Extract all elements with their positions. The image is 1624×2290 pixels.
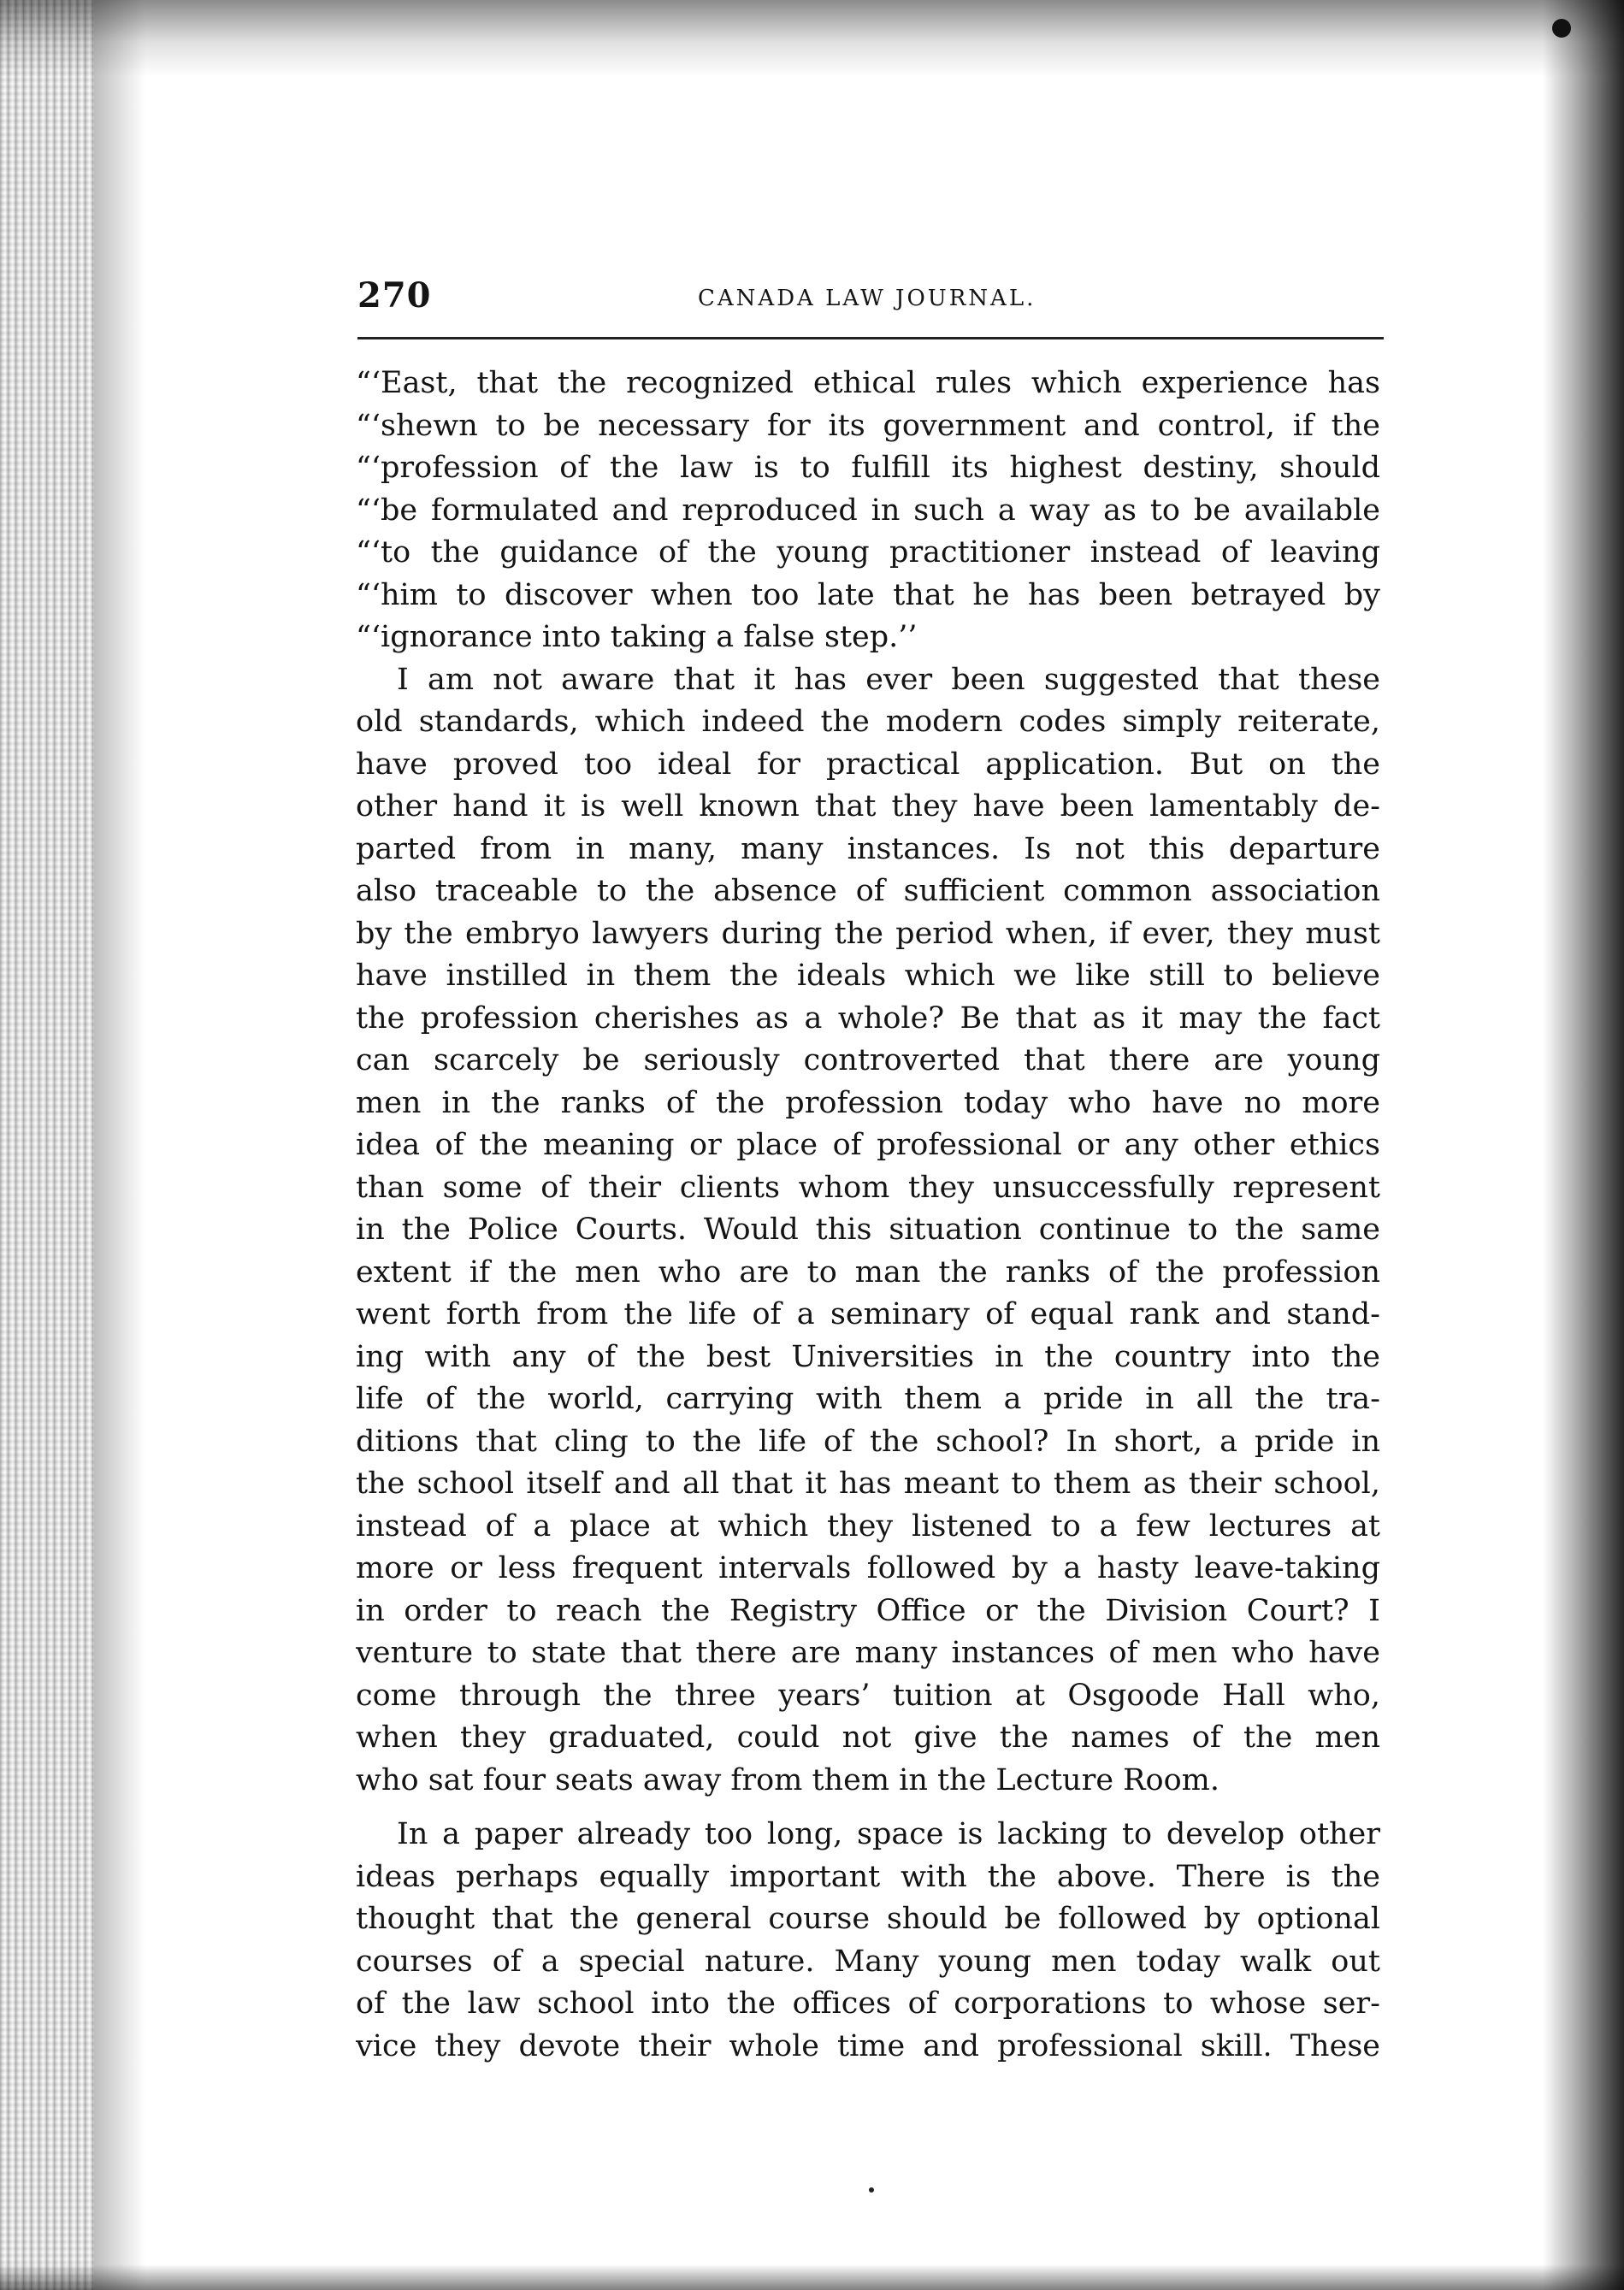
text-line: “‘him to discover when too late that he has been betrayed by — [356, 577, 1380, 612]
text-line: also traceable to the absence of sufficient common association — [356, 874, 1380, 908]
scan-edge-shadow — [94, 0, 145, 2290]
text-line: than some of their clients whom they unsuccessfully represent — [356, 1170, 1380, 1205]
header-rule — [357, 337, 1384, 339]
scan-edge-left — [0, 0, 94, 2290]
text-line: other hand it is well known that they have been lamentably de- — [356, 789, 1380, 823]
page-number: 270 — [357, 275, 432, 316]
text-line: “‘to the guidance of the young practitioner instead of leaving — [356, 535, 1380, 570]
text-line: In a paper already too long, space is lacking to develop other — [397, 1817, 1380, 1851]
text-line: the school itself and all that it has meant to them as their school, — [356, 1467, 1380, 1501]
text-line: by the embryo lawyers during the period when, if ever, they must — [356, 916, 1380, 951]
text-line: life of the world, carrying with them a pride in all the tra- — [356, 1382, 1380, 1416]
text-line: “‘ignorance into taking a false step.’’ — [356, 620, 918, 654]
text-line: come through the three years’ tuition at Osgoode Hall who, — [356, 1678, 1380, 1713]
text-line: courses of a special nature. Many young men today walk out — [356, 1944, 1380, 1979]
text-line: parted from in many, many instances. Is not this departure — [356, 831, 1380, 866]
article-body — [356, 363, 1380, 2068]
text-line: ideas perhaps equally important with the above. There is the — [356, 1859, 1380, 1894]
text-line: of the law school into the offices of corporations to whose ser- — [356, 1986, 1380, 2021]
text-line: have proved too ideal for practical application. But on the — [356, 747, 1380, 782]
text-line: thought that the general course should be followed by optional — [356, 1902, 1380, 1936]
text-line: “‘shewn to be necessary for its government and control, if the — [356, 408, 1380, 443]
paragraph-quotation — [356, 363, 1380, 659]
text-line: more or less frequent intervals followed by a hasty leave-taking — [356, 1551, 1380, 1585]
text-line: can scarcely be seriously controverted that there are young — [356, 1043, 1380, 1077]
scan-speck — [869, 2187, 874, 2193]
scan-edge-top — [0, 0, 1624, 77]
paragraph-body — [356, 659, 1380, 1803]
scan-edge-bottom — [0, 2264, 1624, 2290]
text-line: I am not aware that it has ever been suggested that these — [397, 662, 1380, 697]
text-line: in order to reach the Registry Office or the Division Court? I — [356, 1593, 1380, 1628]
text-line: venture to state that there are many instances of men who have — [356, 1636, 1380, 1670]
page-header — [357, 275, 1384, 327]
running-title: CANADA LAW JOURNAL. — [698, 286, 1036, 311]
text-line: ing with any of the best Universities in the country into the — [356, 1339, 1380, 1374]
scan-corner-mark — [1552, 19, 1571, 38]
text-line: old standards, which indeed the modern codes simply reiterate, — [356, 705, 1380, 739]
text-line: “‘profession of the law is to fulfill its highest destiny, should — [356, 451, 1380, 485]
text-line: vice they devote their whole time and professional skill. These — [356, 2028, 1380, 2063]
paragraph-body — [356, 1814, 1380, 2068]
text-line: in the Police Courts. Would this situation continue to the same — [356, 1213, 1380, 1247]
text-line: “‘be formulated and reproduced in such a way as to be available — [356, 493, 1380, 528]
text-line: instead of a place at which they listened to a few lectures at — [356, 1508, 1380, 1543]
text-line: when they graduated, could not give the names of the men — [356, 1720, 1380, 1755]
text-line: went forth from the life of a seminary of equal rank and stand- — [356, 1297, 1380, 1331]
scan-edge-right — [1543, 0, 1624, 2290]
text-line: have instilled in them the ideals which we like still to believe — [356, 959, 1380, 993]
text-line: “‘East, that the recognized ethical rules which experience has — [356, 366, 1380, 400]
text-line: men in the ranks of the profession today who have no more — [356, 1085, 1380, 1120]
text-line: the profession cherishes as a whole? Be that as it may the fact — [356, 1000, 1380, 1036]
text-line: who sat four seats away from them in the Lecture Room. — [356, 1762, 1219, 1797]
text-line: idea of the meaning or place of professional or any other ethics — [356, 1128, 1380, 1162]
text-line: extent if the men who are to man the ranks of the profession — [356, 1254, 1380, 1290]
text-line: ditions that cling to the life of the school? In short, a pride in — [356, 1424, 1380, 1459]
